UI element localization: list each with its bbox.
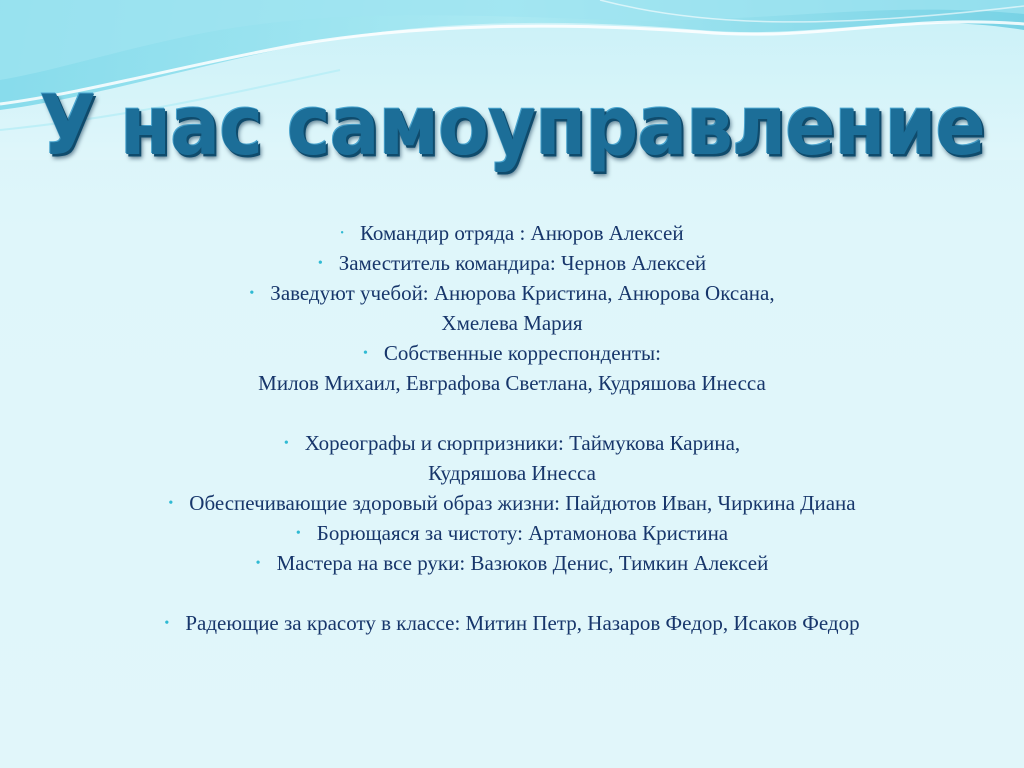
list-item [40, 428, 984, 458]
list-item [40, 578, 984, 608]
bullet-icon: • [362, 346, 368, 361]
bullet-icon: • [295, 526, 301, 541]
list-item-text: Хмелева Мария [441, 311, 583, 335]
bullet-icon: • [283, 436, 289, 451]
list-item [40, 608, 984, 638]
list-item-text: Кудряшова Инесса [428, 461, 596, 485]
list-item [40, 278, 984, 308]
list-item [40, 248, 984, 278]
list-item-text: Обеспечивающие здоровый образ жизни: Пайдютов Иван, Чиркина Диана [189, 491, 856, 515]
list-item [40, 368, 984, 398]
list-item [40, 338, 984, 368]
bullet-icon: • [168, 496, 174, 511]
list-item-text: Борющаяся за чистоту: Артамонова Кристина [316, 521, 729, 545]
bullet-icon: • [340, 228, 344, 239]
slide-title: У нас самоуправление [39, 78, 985, 175]
list-item [40, 488, 984, 518]
list-item-text: Заместитель командира: Чернов Алексей [338, 251, 707, 275]
list-item [40, 458, 984, 488]
list-item [40, 218, 984, 248]
bullet-icon: • [249, 286, 255, 301]
list-item-text: Милов Михаил, Евграфова Светлана, Кудряшова Инесса [258, 371, 766, 395]
list-item [40, 308, 984, 338]
bullet-icon: • [255, 556, 261, 571]
list-item-text: Собственные корреспонденты: [383, 341, 661, 365]
list-item-text: Хореографы и сюрпризники: Таймукова Карина, [304, 431, 741, 455]
list-item-text: Радеющие за красоту в классе: Митин Петр, Назаров Федор, Исаков Федор [185, 611, 860, 635]
list-item [40, 518, 984, 548]
bullet-icon: • [317, 256, 323, 271]
list-item-text: Заведуют учебой: Анюрова Кристина, Анюрова Оксана, [270, 281, 775, 305]
list-item-text: Мастера на все руки: Вазюков Денис, Тимкин Алексей [276, 551, 769, 575]
list-item [40, 398, 984, 428]
bullet-list [40, 218, 984, 638]
list-item [40, 548, 984, 578]
bullet-icon: • [164, 616, 170, 631]
list-item-text: Командир отряда : Анюров Алексей [359, 221, 684, 245]
